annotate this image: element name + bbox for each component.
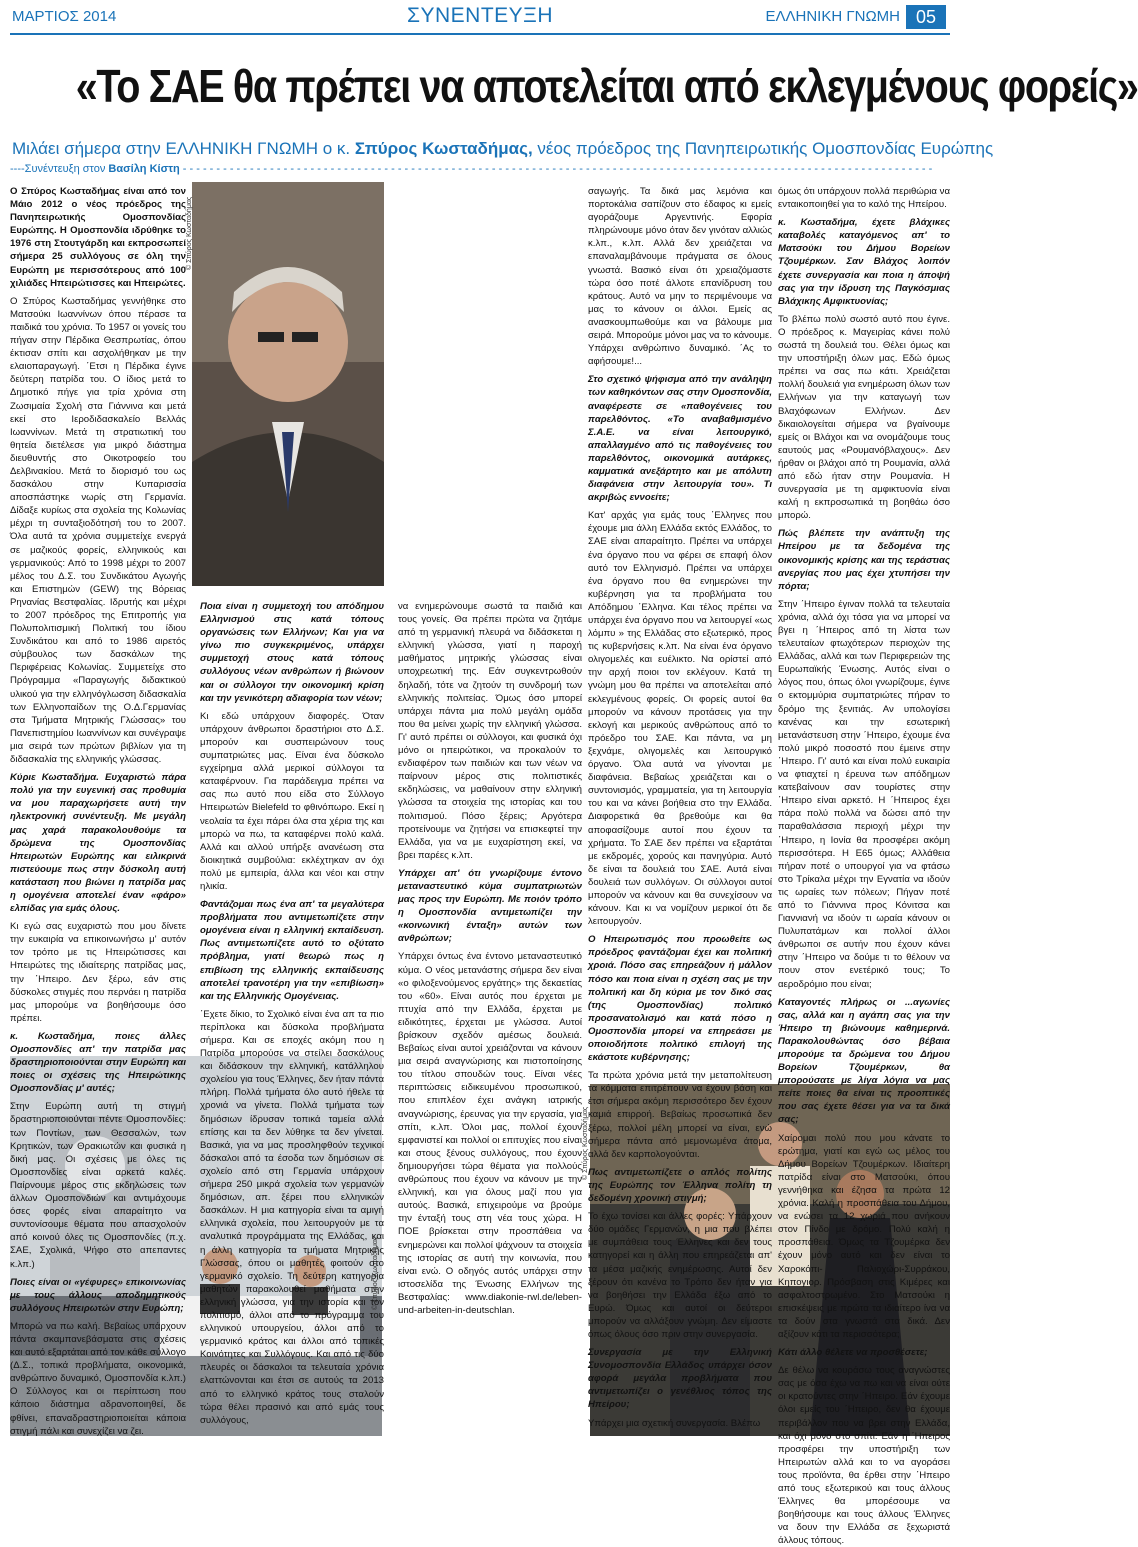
- subheadline-name: Σπύρος Κωσταδήμας,: [354, 139, 533, 158]
- subheadline-post: νέος πρόεδρος της Πανηπειρωτικής Ομοσπονδίας Ευρώπης: [532, 139, 994, 158]
- section-title: ΣΥΝΕΝΤΕΥΞΗ: [407, 4, 553, 27]
- answer: Υπάρχει μια σχετική συνεργασία. Βλέπω: [588, 1417, 761, 1429]
- byline-author: Βασίλη Κίστη: [108, 163, 180, 175]
- answer: όμως ότι υπάρχουν πολλά περιθώρια να ενταικοποιηθεί για το καλό της Ηπείρου.: [778, 186, 950, 211]
- question: Πώς βλέπετε την ανάπτυξη της Ηπείρου με τα δεδομένα της οικονομικής κρίσης και της τεράστιας ανεργίας που μας έχει χτυπήσει την πόρτα;: [778, 528, 950, 592]
- answer: Υπάρχει όντως ένα έντονο μεταναστευτικό κύμα. Ο νέος μετανάστης σήμερα δεν είναι «ο φιλοξενούμενος εργάτης» της δεκαετίας του «60». Είναι αυτός που έρχεται με πτυχία από την Ελλάδα, έρχεται με ειδικότητες, έρχεται με γλώσσα. Αυτοί βρίσκουν σχεδόν αμέσως δουλειά. Βεβαίως είναι αυτοί χρειάζονται να κάνουν μια σειρά αναγνώρισης και πιστοποίησης του τίτλου σπουδών τους. Είναι νέες περιπτώσεις ειδικευμένου προσωπικού, που επιπλέον έχει ανάγκη ιατρικής αναγνώρισης, έρευνας για την εργασία, για σπίτι, κ.λπ. Όλοι μας, πολλοί έχουν εμφανιστεί και πολλοί οι επιτυχίες που είναι και στους ξένους συλλόγους, που έχουν δημιουργήσει τώρα θέματα για πολλούς ανθρώπους που έχουν να κάνουν με την ελληνική, και για όλους μαζί που για αυτούς. Βασικά, επιχειρούμε να βρούμε την ένταξή τους στη νέα τους χώρα. Η ΠΟΕ βρίσκεται στην προσπάθεια να ενημερώνει και πολλοί ψάχνουν τα στοιχεία της ιστορίας σε αυτή την κοινωνία, που είναι ενώ. Ο οδηγός αυτός υπάρχει στην ιστοσελίδα της Ένωσης Ελλήνων της Βεστφαλίας: www.diakonie-rwl.de/leben-und-arbeiten-in-deutschlan.: [398, 951, 582, 1316]
- header-rule: [10, 33, 950, 35]
- answer: Τα πρώτα χρόνια μετά την μεταπολίτευση τα κόμματα επιτρέπουν να έχουν βάση και έτσι σήμερα ακόμη περισσότερο δεν έχουν καμιά επιρροή. Βεβαίως προσωπικά δεν ξέρω, πολλοί μέλη μπορεί να είναι, ενώ σήμερα πάντα από μεμονωμένα άτομα, αλλά δεν καρπολογούνται.: [588, 1070, 772, 1160]
- question: Φαντάζομαι πως ένα απ' τα μεγαλύτερα προβλήματα που αντιμετωπίζετε στην ομογένεια είναι η ελληνική εκπαίδευση. Πως αντιμετωπίζετε αυτό το οξύτατο πρόβλημα, γιατί θεωρώ πως η επιβίωση της ελληνικής εκπαίδευσης αποτελεί τρανοτέρη για την «επιβίωση» και της Ελληνικής Ομογένειας.: [200, 899, 384, 1002]
- question: Κύριε Κωσταδήμα. Ευχαριστώ πάρα πολύ για την ευγενική σας προθυμία να μου παραχωρήσετε αυτή την ηλεκτρονική συνέντευξη. Με μεγάλη μας χαρά παρακολουθούμε τα δρώμενα της Ομοσπονδίας Ηπειρωτών Ευρώπης και ειλικρινά πιστεύουμε πως στην δύσκολη αυτή κατάσταση που βιώνει η πατρίδα μας η ομογένεια αποτελεί έναν «φάρο» ελπίδας για εμάς όλους.: [10, 772, 186, 915]
- answer: Στην Ευρώπη αυτή τη στιγμή δραστηριοποιούνται πέντε Ομοσπονδίες: των Ποντίων, των Θεσσαλών, των Κρητικών, των Θρακιωτών και φυσικά η δική μας. Οι σχέσεις με όλες τις Ομοσπονδίες είναι αρκετά καλές. Παίρνουμε μέρος στις εκδηλώσεις των άλλων Ομοσπονδιών και αντιμάχουμε όσες φορές είναι απαραίτητο να συντονίσουμε θέματα που απασχολούν από κοινού όλες τις Ομοσπονδίες (π.χ. ΣΑΕ, Σχολικά, Ψήφο στο απεπαντες κ.λπ.): [10, 1101, 186, 1270]
- answer: Κι εγώ σας ευχαριστώ που μου δίνετε την ευκαιρία να επικοινωνήσω μ' αυτόν τον τρόπο με τις Ηπειρώτισσες και Ηπειρώτες της ιδιαίτερης πατρίδας μας, την ΄Ηπειρο. Δεν ξέρω, εάν στις δύσκολες στιγμές που περνάει η πατρίδα μας μπορούμε να βοηθήσουμε όσο πρέπει.: [10, 921, 186, 1024]
- question: Ποιες είναι οι «γέφυρες» επικοινωνίας με τους άλλους αποδημητικούς συλλόγους Ηπειρωτών στην Ευρώπη;: [10, 1276, 186, 1314]
- answer: Κατ' αρχάς για εμάς τους ΄Ελληνες που έχουμε μια άλλη Ελλάδα εκτός Ελλάδος, το ΣΑΕ είναι απαραίτητο. Πρέπει να υπάρχει ένα όργανο που να φέρει σε επαφή όλον αυτό τον Ελληνισμό. Πρέπει να υπάρχει ένα όργανο που θα ενημερώνει την κυβέρνηση για τα προβλήματα του Απόδημου ΄Ελληνα. Και τέλος πρέπει να υπάρχει ένα όργανο που να λειτουργεί «ως λόμπυ » της Ελλάδας στο εξωτερικό, προς τις κυβερνήσεις κ.λπ. Να είναι ένα όργανο ολιγομελές και ευέλικτο. Να ορίστεί από την αρχή ποιοι τον εκλέγουν. Κατά τη γνώμη μου θα πρέπει να αποτελείται από εκλεγμένους φορείς. Οι φορείς αυτοί θα μπορούν να κάνουν προτάσεις για την εκλογή και μερικούς ανθρώπους από το πρόεδρο του ΣΑΕ. Και πάντα, να μη ξεχνάμε, ολιγομελές και λειτουργικό όργανο. Όλα αυτά να γίνονται με διαφάνεια. Βεβαίως χρειάζεται και ο συντονισμός, γραμματεία, για τη λειτουργία του και να κάνει βοήθεια στο την Ελλάδα. Διαφορετικά θα βρεθούμε και θα αποφασίζουμε αυτοί που έχουν τα χρήματα. Το ΣΑΕ δεν πρέπει να εξαρτάται με εκδρομές, χορούς και πανηγύρια. Αυτό δε είναι τα δουλειά του ΣΑΕ. Αυτά είναι δουλειά των συλλόγων. Οι σύλλογοι αυτοί μπορούν να κάνουν και θα συνεχίσουν να κάνουν. Και κι να νομίζουν μερικοί ότι δε λειτουργούν.: [588, 510, 772, 928]
- question: Ο Ηπειρωτισμός που προωθείτε ως πρόεδρος φαντάζομαι έχει και πολιτική χροιά. Πόσο σας επηρεάζουν ή μάλλον πόσο και ποια είναι η σχέση σας με την πολιτική και δη κύρια με τον δικό σας (της Ομοσπονδίας) πολιτικό προσανατολισμό και κατά πόσο η Ομοσπονδία μπορεί να επηρεάσει με οποιοδήποτε πολιτικό επιλογή της εκάστοτε κυβέρνησης;: [588, 934, 772, 1064]
- photo3-caption: © Σπύρος Κωσταδήμας: [582, 1106, 589, 1180]
- article-column-4: [588, 185, 772, 1429]
- answer: Μπορώ να πω καλή. Βεβαίως υπάρχουν πάντα σκαμπανεβάσματα στις σχέσεις και αυτό εξαρτάται από τον κάθε σύλλογο (Δ.Σ., τοπικά προβλήματα, οικονομικά, ανθρώπινο δυναμικό, Ομοσπονδία κ.λπ.) Ο Σύλλογος και οι περίπτωση που κάποιο διάστημα αδρανοποιηθεί, δε φθίνει, επαναδραστηριοποιείται κάποια στιγμή πάλι και συνεχίζει να ζει.: [10, 1320, 186, 1437]
- question: Καταγοντές πλήρως οι ...αγωνίες σας, αλλά και η αγάπη σας για την Ήπειρο τη βιώνουμε καθημερινά. Παρακολουθώντας όσο βέβαια μπορούμε τα δρώμενα του Δήμου Βορείων Τζουμέρκων, θα μπορούσατε με λίγα λόγια να μας πείτε ποιες θα είναι τις προοπτικές που σας έχετε θέσει για να τα δικά σας;: [778, 996, 950, 1126]
- intro-paragraph: Ο Σπύρος Κωσταδήμας είναι από τον Μάιο 2012 ο νέος πρόεδρος της Πανηπειρωτικής Ομοσπονδίας Ευρώπης. Η Ομοσπονδία ιδρύθηκε το 1976 στη Στουτγάρδη και εκπροσωπεί σήμερα 25 συλλόγους σε όλη την Ευρώπη με περισσότερους από 100 χιλιάδες Ηπειρώτισσες και Ηπειρώτες.: [10, 186, 186, 289]
- question: Συνεργασία με την Ελληνική Συνομοσπονδία Ελλάδος υπάρχει όσον αφορά μεγάλα προβλήματα που αντιμετωπίζει ο γενέθλιος τόπος της Ηπείρου;: [588, 1347, 772, 1411]
- photo2-caption: © Σπύρος Κωσταδήμας: [372, 1236, 379, 1310]
- answer: Δε θέλω να κουράσω τους αναγνώστες σας με όσα έχω να πω και να είναι ούτε οι κρατούντες στην ΄Ηπειρο. Εάν έχουμε όλοι εμείς του ΄Ηπειρο, δεν θα έχουμε περιβάλλον που να βρει στην Ελλάδα, και όχι μόνο στο σπίτι: Εάν η ΄Ηπειρος προσφέρει την υποστήριξη των Ηπειρωτών αλλά και το να αγοράσει τους προϊόντα, θα έρθει στην ΄Ηπειρο από τους εξωτερικού και τους άλλους Έλληνες θα μπορέσουμε να βοηθήσουμε και τους άλλους Έλληνες να δουν την Ελλάδα σε ξεχωριστά άλλους τόπους.: [778, 1365, 950, 1547]
- answer: Το βλέπω πολύ σωστό αυτό που έγινε. Ο πρόεδρος κ. Μαγειρίας κάνει πολύ σωστά τη δουλειά του. Θέλει όμως και την υποστήριξη όλων μας. Εδώ όμως πρέπει να σας πω κάτι. Χρειάζεται πολλή δουλειά για ενημέρωση όλων των Ελλήνων για την καταγωγή των Βλαχόφωνων Ελλήνων. Δεν δικαιολογείται σήμερα να βγαίνουμε εμείς οι Βλάχοι και να ονομάζουμε τους εαυτούς μας «Ρουμανόβλαχους». Δεν ήρθαν οι βλάχοι από τη Ρουμανία, αλλά από εδώ ήταν στην Ρουμανία. Η συνεργασία με τη αμφικτυονία είναι καλή η εκπροσωπικά τη βοηθάω όσο μπορώ.: [778, 313, 950, 522]
- subheadline: [12, 139, 993, 159]
- newspaper-name: [765, 8, 900, 25]
- question: Πως αντιμετωπίζετε ο απλός πολίτης της Ευρώπης τον Έλληνα πολίτη τη δεδομένη χρονική στιγμή;: [588, 1166, 772, 1205]
- question: Ποια είναι η συμμετοχή του απόδημου Ελληνισμού στις κατά τόπους οργανώσεις των Ελλήνων; Και για να γίνω πιο συγκεκριμένος, υπάρχει συμμετοχή στους κατά τόπους συλλόγους νέων ανθρώπων ή βιώνουν και οι σύλλογοι την οικονομική κρίση και την γενικότερη αδιαφορία των νέων;: [200, 601, 384, 704]
- bio-paragraph: Ο Σπύρος Κωσταδήμας γεννήθηκε στο Ματσούκι Ιωαννίνων όπου πέρασε τα παιδικά του χρόνια. Το 1957 οι γονείς του πήγαν στην Πέρδικα Θεσπρωτίας, όπου έκτισαν σπίτι και ασχολήθηκαν με την ελαιοπαραγωγή. ΄Ετσι η Πέρδικα έγινε δεύτερη πατρίδα του. Ο ίδιος μετά το Δημοτικό πήγε για τρία χρόνια στη Ζωσιμαία Σχολή στα Γιάννινα και μετά εκεί στο Ιεροδιδασκαλείο Βελλάς Ιωαννίνων. Μετά τη στρατιωτική του θητεία διετέλεσε για μικρό διάστημα διευθυντής στο Οικοτροφείο του Δελβινακίου. Μετά το διορισμό του ως δασκάλου στην Κυπαρισσία αποσπάστηκε νωρίς στη Γερμανία. Δίδαξε κυρίως στα σχολεία της Κολωνίας μέχρι τη συνταξιοδότησή του το 2007. Όλα αυτά τα χρόνια συμμετείχε ενεργά σε μαζικούς φορείς, ελληνικούς και γερμανικούς: Από το 1998 μέχρι το 2007 μέλος του Δ.Σ. του Συνδικάτου Αγωγής και Επιστημών (GEW) της Βόρειας Ρηνανίας Βεστφαλίας. Ιδρυτής και μέχρι το 2007 πρόεδρος της Επιτροπής για Πολυπολιτισμική Πολιτική του ίδιου Συνδικάτου και από το 1986 αιρετός σύμβουλος των δασκάλων της Περιφέρειας Κολωνίας. Συμμετείχε στο Πρόγραμμα «Παραγωγής διδακτικού υλικού για την ελληνόγλωσση διδασκαλία των Ελληνοπαίδων της Ο.Δ.Γερμανίας στα Τμήματα Μητρικής Γλώσσας» του Πανεπιστημίου Ιωαννίνων και συνέγραψε μια σειρά των πρώτων βιβλίων για τη διδασκαλία της ελληνικής γλώσσας.: [10, 295, 186, 766]
- byline: ----Συνέντευξη στον Βασίλη Κίστη - - - - - - - - - - - - - - - - - - - - - - - - - - - - - - - - - - - - - - - - - - - - - - - - - - - - - - - - - - - - - - - - - - - - - - - - - - - - - - - - - - - - - - - - - - - - - - - - - - - - - - - - - - - - - - - -: [10, 163, 933, 175]
- issue-date: ΜΑΡΤΙΟΣ 2014: [12, 8, 117, 25]
- answer: Χαίρομαι πολύ που μου κάνατε το ερώτημα, γιατί και εγώ ως μέλος του Δήμου Βορείων Τζουμέρκων. Ιδιαίτερη πατρίδα είναι στο Ματσούκι, όπου γεννήθηκα και έζησα τα πρώτα 12 χρόνια. Καλή η προσπάθεια του Δήμου, να ενώσει τα 12 χωριά που ανήκουν στον Πίνδο με δρόμο. Πολύ καλή η προσπάθεια. Όμως τα Τζουμέρκα δεν έχουν μόνο αυτό και δεν είναι το Χαροκόπι- Παλιοχώρι-Συρράκου, Κηπογιορ. Πρόσβαση στις Κιμέρες και ασφαλτοστρωμένο. Στο Ματσούκι η επισκέψεις με πρώτα τα ιδιαίτερο ίνα να τα δούν στα γνωστά στα δικά. Δεν αξίζουν κάτι τα περισσότερα;: [778, 1132, 950, 1340]
- byline-pre: Συνέντευξη στον: [24, 163, 109, 175]
- answer: να ενημερώνουμε σωστά τα παιδιά και τους γονείς. Θα πρέπει πρώτα να ζητάμε από τη γερμανική πλευρά να διδάσκεται η ελληνική γλώσσα, γιατί η παροχή μαθήματος μητρικής γλώσσας είναι υποχρεωτική της. Εάν συγκεντρωθούν δηλαδή, τότε να ζητούν τη συνδρομή των ελληνικής πολιτείας. Όμως όσο μπορεί υπάρχει πάντα μια πολύ μεγάλη ομάδα που θα μείνει χωρίς την ελληνική γλώσσα. Γι' αυτό πρέπει οι σύλλογοι, και φυσικά όχι μόνο οι ηπειρώτικοι, να προκαλούν το ενδιαφέρον των παιδιών και των νέων να παίρνουν μέρος στις πολιτιστικές εκδηλώσεις, να μαθαίνουν στην ελληνική γλώσσα τα στοιχεία της ιστορίας και του πολιτισμού. Πόσο ξέρεις; Αργότερα προτείνουμε να ζητήσει να επισκεφτεί την Ελλάδα, για να με ευχαρίστηση εκεί, να βρει παρέες κ.λπ.: [398, 601, 582, 861]
- answer: ΄Εχετε δίκιο, το Σχολικό είναι ένα απ τα πιο περίπλοκα και δύσκολα προβλήματα σήμερα. Και σε εποχές ακόμη που η Πατρίδα μπορούσε να στείλει δασκάλους και διδάσκουν την ελληνική, κατάλληλου σχολείου για τους Έλληνες, δεν ήταν πάντα πλήρη. Πολλά τμήματα όλο αυτό ήθελε τα χρονιά να γίνετα. Πολλά τμήματα των δημόσιων ίδρυσαν τοπικά ταμεία αλλά επίσης και τα δεν λύθηκε τα δεν γίνεται. Βασικά, για να μας προσληφθούν τεχνικοί δάσκαλοι από τα έσοδα των δημόσιων σε σχολείο από στη Γερμανία υπάρχουν σήμερα 250 μικρά σχολεία των γερμανών δημόσιων, απ. ξέρει που ελληνικών δασκάλων. Η μια κατηγορία είναι τα αμιγή ελληνικά σχολεία, που λειτουργούν με τα αναλυτικά προγράμματα της Ελλάδας, και η άλλη κατηγορία τα τμήματα Μητρικής Γλώσσας, όπου οι μαθητές φοιτούν στο γερμανικό σχολείο. Τη δεύτερη κατηγορία μαθητών παρακολουθεί μαθήματα στην ελληνική γλώσσα, για την ιστορία και τον πολιτισμό, άλλοι από το πρόγραμμα του ελληνικού υπουργείου, άλλοι από το γερμανικό κράτος και άλλοι από τοπικές Κοινότητες και Συλλόγους. Και από τις δύο πλευρές οι δάσκαλοι τα τελευταία χρόνια ελαττώνονται και έτσι σε αυτούς τα 2013 από το ελληνικό κράτος τους σταλούν τώρα θέλει πρασινό και από εμάς τους συλλόγους,: [200, 1008, 384, 1426]
- question: κ. Κωσταδήμα, ποιες άλλες Ομοσπονδίες απ' την πατρίδα μας δραστηριοποιούνται στην Ευρώπη και ποιες οι σχέσεις της Ηπειρώτικης Ομοσπονδίας μ' αυτές;: [10, 1030, 186, 1095]
- answer: Το έχω τονίσει και άλλες φορές: Υπάρχουν δύο ομάδες Γερμανών, η μια που βλέπει με συμπάθεια τους Έλληνες και δεν τους κατηγορεί και η άλλη που επηρεάζεται απ' τα μέσα μαζικής ενημέρωσης. Αυτοί δεν ξέρουν ότι κανένα το Τρόπο δεν ήταν για να βοηθήσει την Ελλάδα έξω από το Ευρώ. Όμως και αυτοί οι δεύτεροι μπορούν να αλλάξουν γνώμη. Δεν είμαστε όπως όλους όσο πριν στην συνεργασία.: [588, 1211, 772, 1340]
- newspaper-name-b: ΓΝΩΜΗ: [846, 8, 900, 25]
- article-column-5: [778, 185, 950, 1547]
- subheadline-pre: Μιλάει σήμερα στην ΕΛΛΗΝΙΚΗ ΓΝΩΜΗ ο κ.: [12, 139, 355, 158]
- headline: «Το ΣΑΕ θα πρέπει να αποτελείται από εκλεγμένους φορείς»: [75, 60, 1138, 112]
- question: Στο σχετικό ψήφισμα από την ανάληψη των καθηκόντων σας στην Ομοσπονδία, αναφέρεστε σε «παθογένειες του παρελθόντος. «Το αναβαθμισμένο Σ.Α.Ε. να είναι λειτουργικό, απαλλαγμένο από τις παθογένειες του παρελθόντος, οικονομικά αυτάρκες, καμματικά ανεξάρτητο και με απόλυτη διαφάνεια στην λειτουργία του». Τι ακριβώς εννοείτε;: [588, 374, 772, 504]
- answer: Στην ΄Ηπειρο έγιναν πολλά τα τελευταία χρόνια, αλλά όχι τόσα για να μπορεί να βγει η ΄Ηπειρος από τη λίστα των τελευταίων φτωχότερων περιοχών της Ελλάδας, αλλά και των Περιφερειών της Ευρωπαϊκής Ένωσης. Αυτός είναι ο λόγος που, όπως όλοι γνωρίζουμε, έγινε ο εκτομμύρια συμπατριώτες πήραν το δρόμο της ξενιτιάς. Αν υπολογίσει κανένας και την εσωτερική μετανάστευση στην ΄Ηπειρο, έχουμε ένα πολύ μικρό ποσοστό που έμεινε στην ΄Ηπειρο. Γι' αυτό και είναι πολύ ευκαιρία να φτιαχτεί η έρευνα των απόδημων κατεβαίνουν σαν τουρίστες στην ΄Ηπειρο είναι αρκετό. Η ΄Ηπειρος έχει πάρα πολύ πολλά να δώσει από την παραθαλάσσια περιοχή μέχρι την ΄Ηπειρο, η Ιονία θα προσφέρει ακόμη περισσότερα. Η Ε65 όμως; Αλλάθεια πήραν ποτέ ο υπουργοί για να φτάσω στο Τρίκαλα μέχρι την Εγνατία να ιδούν τις ωραίες των πόλεων; Πήγαν ποτέ από το Γιάννινα προς Κόνιτσα και Γιαννιανή να ιδούν τι ωραία κάνουν οι Πυλυπατάμων και πολλοί άλλοι άνθρωποι σε αυτήν που έχουν κάνει στην ΄Ηπειρο να δούμε τι το θέλουν να πουν στον ενετέρικό τους; Το αεροδρόμιο που είναι;: [778, 598, 950, 990]
- question: κ. Κωσταδήμα, έχετε βλάχικες καταβολές καταγόμενος απ' το Ματσούκι του Δήμου Βορείων Τζουμέρκων. Σαν Βλάχος λοιπόν έχετε συνεργασία και ποια η άποψή σας για την ίδρυση της Παγκόσμιας Βλάχικης Αμφικτυονίας;: [778, 217, 950, 307]
- newspaper-name-a: ΕΛΛΗΝΙΚΗ: [765, 8, 843, 25]
- answer: Κι εδώ υπάρχουν διαφορές. Όταν υπάρχουν άνθρωποι δραστήριοι στο Δ.Σ. μπορούν και συσπειρώνουν τους συμπατριώτες μας. Είναι ένα δύσκολο εγχείρημα αλλά μερικοί σύλλογοι τα καταφέρνουν. Για παράδειγμα πρέπει να σας πω αυτό που είδα στο Σύλλογο Ηπειρωτών Bielefeld το φθινόπωρο. Εκεί η νεολαία τα έχει πάρει όλα στα χέρια της και μπορώ να πω, τα καταφέρνει πολύ καλά. Αλλά και αλλού υπήρξε ανανέωση στα διοικητικά συμβούλια: εκλέχτηκαν αν όχι πολύ με εμπειρία, άλλα και νέοι και στην ηλικία.: [200, 710, 384, 892]
- photo1-caption: © Σπύρος Κωσταδήμας: [186, 196, 193, 270]
- page-header: [0, 0, 960, 36]
- question: Υπάρχει απ' ότι γνωρίζουμε έντονο μεταναστευτικό κύμα συμπατριωτών μας προς την Ευρώπη. Με ποιόν τρόπο η Ομοσπονδία αντιμετωπίζει την «κοινωνική ένταξη» αυτών των ανθρώπων;: [398, 867, 582, 945]
- portrait-photo: [192, 182, 384, 586]
- article-column-3: [398, 600, 582, 1316]
- answer: σαγωγής. Τα δικά μας λεμόνια και πορτοκάλια σαπίζουν στο έδαφος κι εμείς αγοράζουμε Αργεντινής. Εφορία πληρώνουμε μόνο όταν δεν γινόταν αλλιώς κ.λπ., κ.λπ. Αλλά δεν χρειάζεται να επαναλαμβάνουμε πράγματα σε όλους γνωστά. Βασικό είναι ότι χρειαζόμαστε τώρα όσο ποτέ άλλοτε επανίδρυση του κράτους. Αυτό να μην το περιμένουμε να μας το κάνουν οι άλλοι. Εμείς ας ανασκουμπωθούμε και να βάλουμε μια σειρά. Μπορούμε μόνοι μας να το κάνουμε. Υπάρχει ανθρώπινο δυναμικό. ΄Ας το αφήσουμε!...: [588, 186, 772, 368]
- page-number: 05: [906, 5, 946, 29]
- article-column-1: [10, 185, 186, 1437]
- question: Κάτι άλλο θέλετε να προσθέσετε;: [778, 1347, 928, 1359]
